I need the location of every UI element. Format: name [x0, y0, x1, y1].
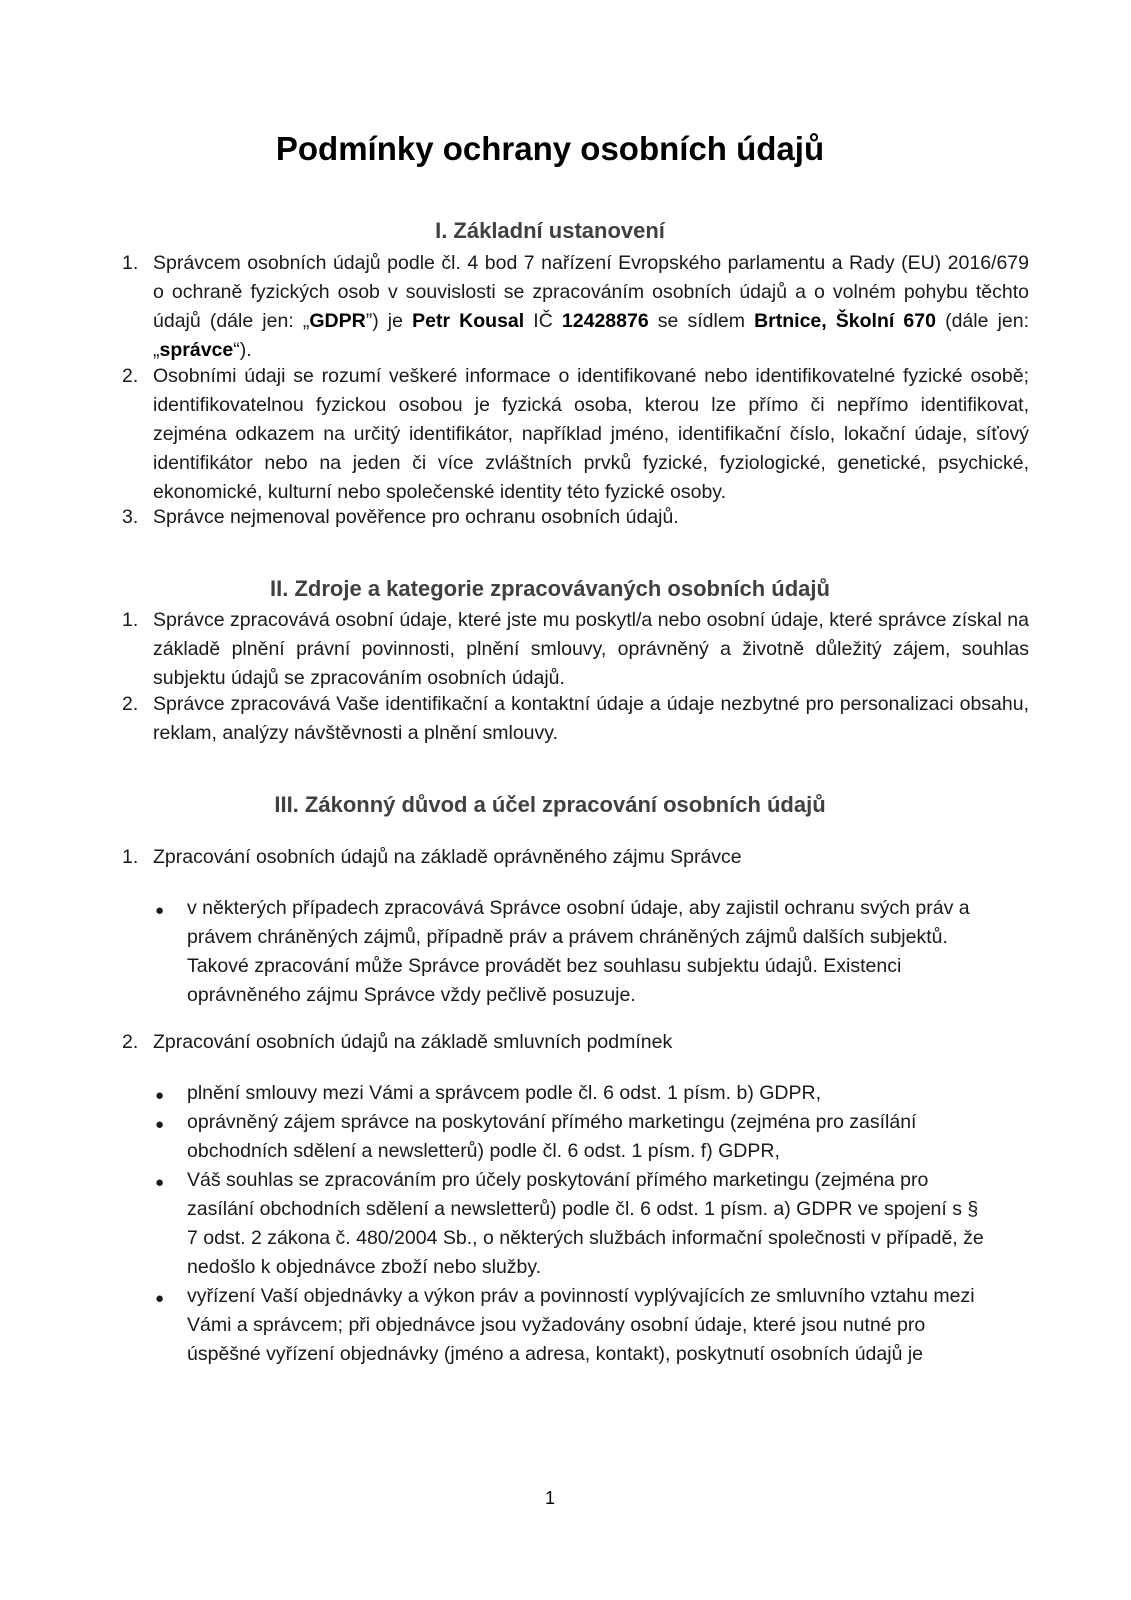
s2-item2-number: 2. — [122, 693, 139, 715]
s2-item2-text: Správce zpracovává Vaše identifikační a kontaktní údaje a údaje nezbytné pro personalizaci obsahu, reklam, analýzy návštěvnosti a plnění smlouvy. — [153, 693, 1029, 744]
s3-item2-text: Zpracování osobních údajů na základě smluvních podmínek — [153, 1031, 673, 1053]
s1-item1-text: Správcem osobních údajů podle čl. 4 bod 7 nařízení Evropského parlamentu a Rady (EU) 2016/679 o ochraně fyzických osob v souvislosti se zpracováním osobních údajů a o volném pohybu těchto údajů (dále jen: „GDPR”) je Petr Kousal IČ 12428876 se sídlem Brtnice, Školní 670 (dále jen: „správce“). — [153, 252, 1030, 361]
s2-item1-number: 1. — [122, 609, 139, 631]
s1-item2-text: Osobními údaji se rozumí veškeré informace o identifikované nebo identifikovatelné fyzické osobě; identifikovatelnou fyzickou osobou je fyzická osoba, kterou lze přímo či nepřímo identifikovat, zejména odkazem na určitý identifikátor, například jméno, identifikační číslo, lokační údaje, síťový identifikátor nebo na jeden či více zvláštních prvků fyzické, fyziologické, genetické, psychické, ekonomické, kulturní nebo společenské identity této fyzické osoby. — [153, 365, 1029, 503]
section-3-heading: III. Zákonný důvod a účel zpracování osobních údajů — [274, 792, 826, 817]
controller-term: správce — [159, 339, 234, 361]
bullet-icon: ● — [155, 902, 165, 919]
bullet-icon: ● — [155, 1087, 165, 1104]
document-title: Podmínky ochrany osobních údajů — [275, 130, 825, 167]
s3-item2-bullet3: Váš souhlas se zpracováním pro účely poskytování přímého marketingu (zejména pro zasílání obchodních sdělení a newsletterů) podle čl. 6 odst. 1 písm. a) GDPR ve spojení s § 7 odst. 2 zákona č. 480/2004 Sb., o některých službách informační společnosti v případě, že nedošlo k objednávce zboží nebo služby. — [187, 1169, 984, 1278]
s3-item1-text: Zpracování osobních údajů na základě oprávněného zájmu Správce — [153, 846, 742, 868]
controller-id-number: 12428876 — [561, 310, 649, 332]
s1-item1-number: 1. — [122, 252, 139, 274]
s3-item2-number: 2. — [122, 1031, 139, 1053]
gdpr-term: GDPR — [309, 310, 366, 332]
controller-address: Brtnice, Školní 670 — [754, 310, 936, 332]
section-2-heading: II. Zdroje a kategorie zpracovávaných osobních údajů — [270, 576, 830, 601]
s3-item1-number: 1. — [122, 846, 139, 868]
page-number: 1 — [544, 1488, 555, 1508]
s3-item2-bullet1: plnění smlouvy mezi Vámi a správcem podle čl. 6 odst. 1 písm. b) GDPR, — [187, 1082, 821, 1104]
bullet-icon: ● — [155, 1174, 165, 1191]
controller-name: Petr Kousal — [412, 310, 525, 332]
s3-item2-bullet2: oprávněný zájem správce na poskytování přímého marketingu (zejména pro zasílání obchodních sdělení a newsletterů) podle čl. 6 odst. 1 písm. f) GDPR, — [187, 1111, 917, 1162]
s2-item1-text: Správce zpracovává osobní údaje, které jste mu poskytl/a nebo osobní údaje, které správce získal na základě plnění právní povinnosti, plnění smlouvy, oprávněný a životně důležitý zájem, souhlas subjektu údajů se zpracováním osobních údajů. — [153, 609, 1029, 689]
s3-item2-bullet4: vyřízení Vaší objednávky a výkon práv a povinností vyplývajících ze smluvního vztahu mezi Vámi a správcem; při objednávce jsou vyžadovány osobní údaje, které jsou nutné pro úspěšné vyřízení objednávky (jméno a adresa, kontakt), poskytnutí osobních údajů je — [187, 1285, 975, 1365]
bullet-icon: ● — [155, 1290, 165, 1307]
section-1-heading: I. Základní ustanovení — [435, 218, 665, 243]
s1-item3-text: Správce nejmenoval pověřence pro ochranu osobních údajů. — [153, 506, 679, 528]
bullet-icon: ● — [155, 1116, 165, 1133]
s1-item3-number: 3. — [122, 506, 139, 528]
s1-item2-number: 2. — [122, 365, 139, 387]
s3-item1-bullet1: v některých případech zpracovává Správce osobní údaje, aby zajistil ochranu svých práv a právem chráněných zájmů, případně práv a právem chráněných zájmů dalších subjektů. Takové zpracování může Správce provádět bez souhlasu subjektu údajů. Existenci oprávněného zájmu Správce vždy pečlivě posuzuje. — [187, 897, 970, 1006]
